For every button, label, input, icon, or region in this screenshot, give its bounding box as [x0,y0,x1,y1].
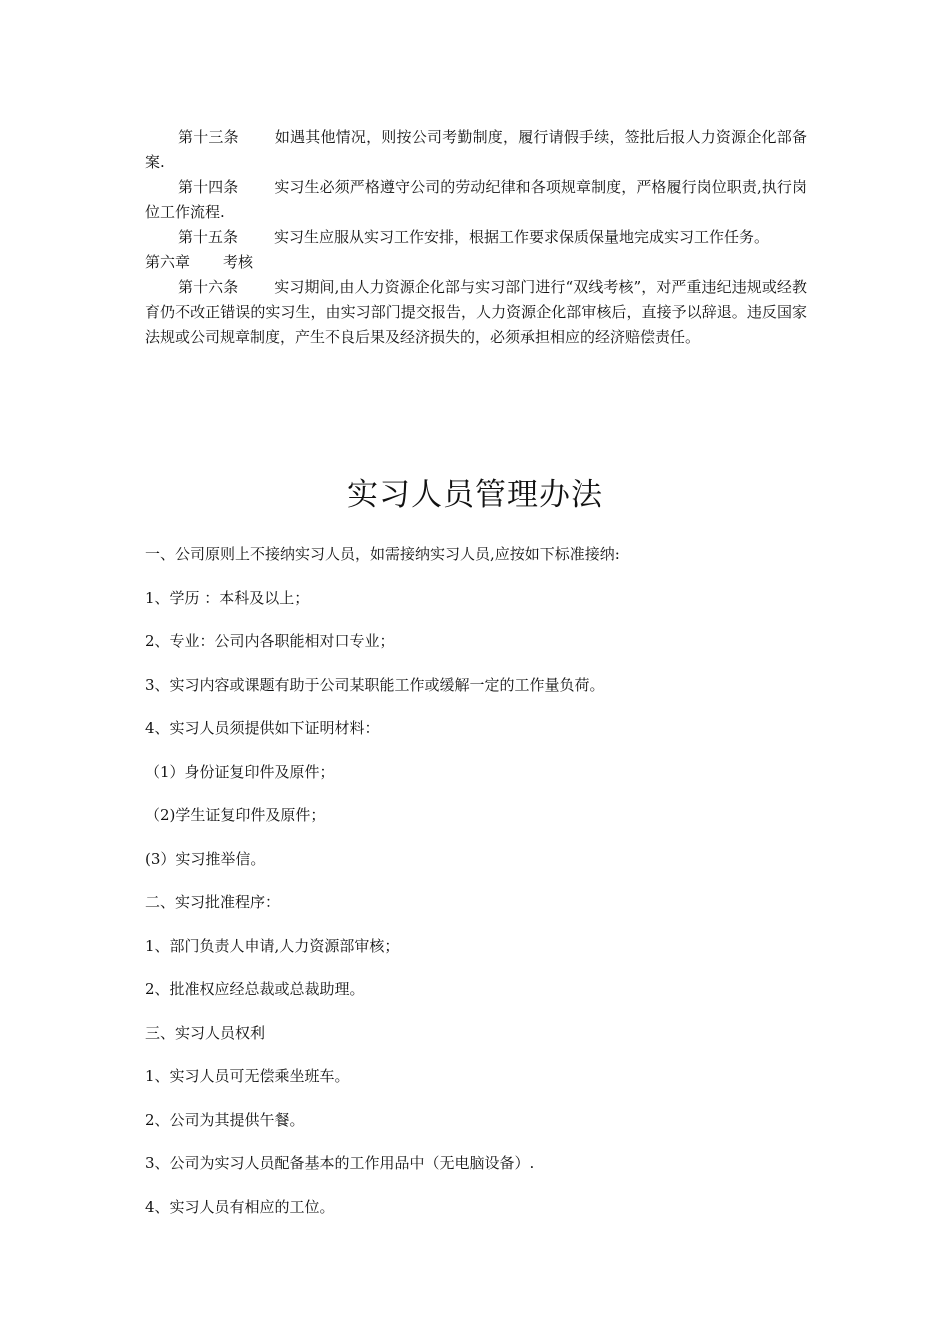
article-text: 实习期间,由人力资源企化部与实习部门进行“双线考核”，对严重违纪违规或经教育仍不改正错误的实习生，由实习部门提交报告，人力资源企化部审核后，直接予以辞退。违反国家法规或公司规章制度，产生不良后果及经济损失的，必须承担相应的经济赔偿责任。 [145,278,807,346]
list-item: (3）实习推举信。 [145,849,266,868]
list-item: 1、实习人员可无偿乘坐班车。 [145,1067,350,1085]
list-item: 4、实习人员有相应的工位。 [145,1197,335,1216]
list-item: 三、实习人员权利 [145,1023,266,1042]
chapter-title: 考核 [223,253,254,271]
articles-section [145,125,807,350]
article-16 [145,275,807,350]
article-text: 实习生应服从实习工作安排，根据工作要求保质保量地完成实习工作任务。 [274,228,770,246]
article-13 [145,125,807,175]
chapter-heading [145,250,807,275]
document-title: 实习人员管理办法 [347,477,603,513]
article-15 [145,225,807,250]
article-text: 实习生必须严格遵守公司的劳动纪律和各项规章制度，严格履行岗位职责,执行岗位工作流程. [145,178,807,221]
list-item: 3、实习内容或课题有助于公司某职能工作或缓解一定的工作量负荷。 [145,675,605,694]
rules-list [145,542,807,1238]
list-item: 二、实习批准程序： [145,893,281,911]
list-item: 2、专业：公司内各职能相对口专业； [145,632,395,650]
list-item: 一、公司原则上不接纳实习人员，如需接纳实习人员,应按如下标准接纳: [145,545,620,563]
article-text: 如遇其他情况，则按公司考勤制度，履行请假手续，签批后报人力资源企化部备案. [145,128,807,171]
list-item: 2、公司为其提供午餐。 [145,1110,305,1129]
article-label: 第十五条 [178,228,239,246]
list-item: 1、学历 ：本科及以上； [145,588,310,607]
chapter-label: 第六章 [145,253,191,271]
list-item: 3、公司为实习人员配备基本的工作用品中（无电脑设备）. [145,1154,535,1172]
list-item: （1）身份证复印件及原件； [145,762,335,781]
article-label: 第十六条 [178,278,239,296]
list-item: 4、实习人员须提供如下证明材料： [145,719,380,737]
list-item: 2、批准权应经总裁或总裁助理。 [145,980,365,998]
list-item: 1、部门负责人申请,人力资源部审核； [145,936,400,955]
article-14 [145,175,807,225]
article-label: 第十四条 [178,178,239,196]
article-label: 第十三条 [178,128,239,146]
list-item: （2)学生证复印件及原件； [145,806,326,824]
